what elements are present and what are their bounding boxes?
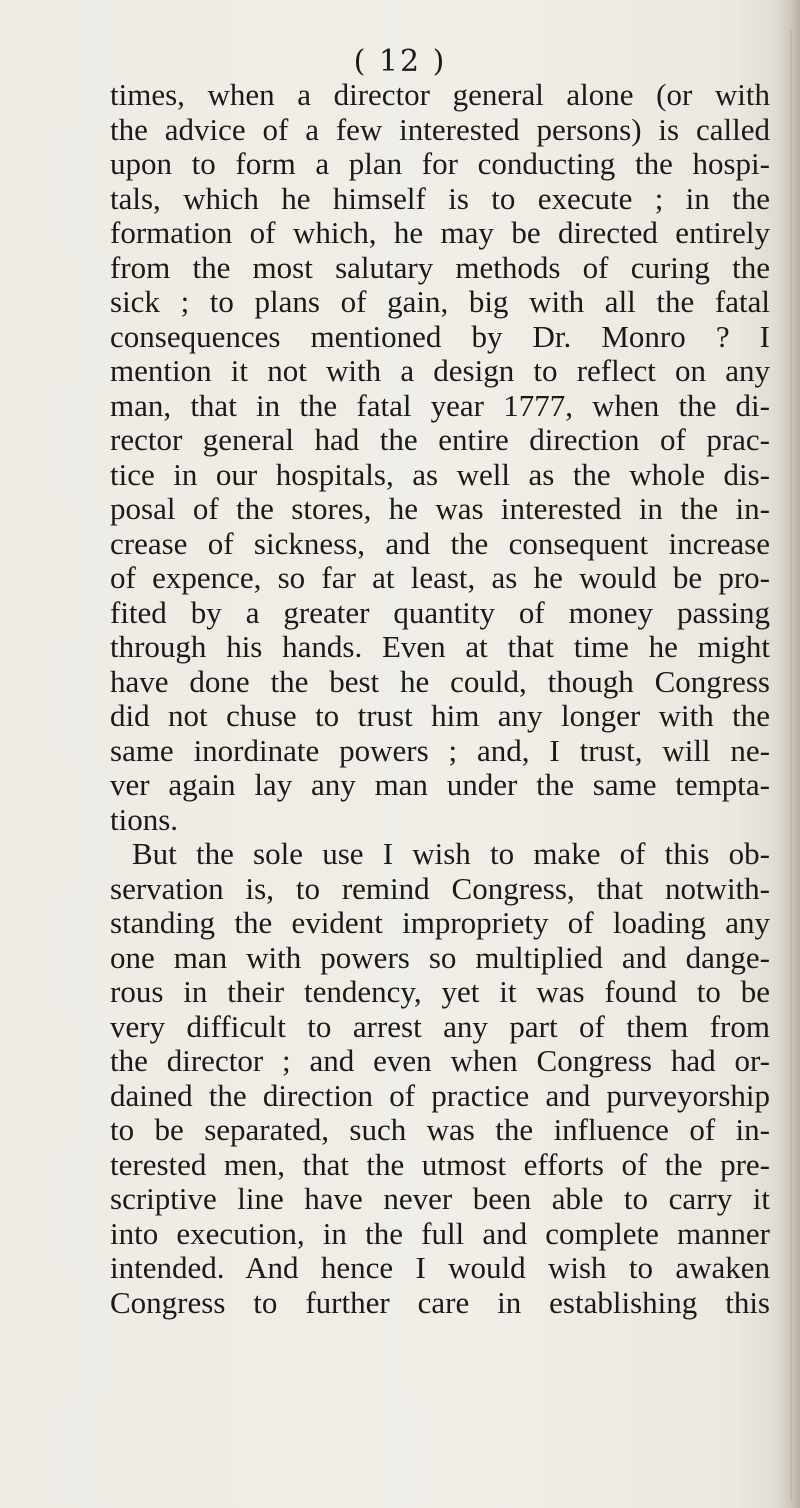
text-line: the director ; and even when Congress had or-: [110, 1043, 770, 1078]
text-line: intended. And hence I would wish to awaken: [110, 1250, 770, 1285]
page-number: ( 12 ): [353, 44, 447, 79]
text-line: upon to form a plan for conducting the hospi-: [110, 146, 770, 181]
text-line: sick ; to plans of gain, big with all the fatal: [110, 284, 770, 319]
text-line: standing the evident impropriety of loading any: [110, 905, 770, 940]
page-edge-shadow: [778, 0, 800, 1508]
text-line: ver again lay any man under the same tempta-: [110, 767, 770, 802]
text-line: of expence, so far at least, as he would be pro-: [110, 560, 770, 595]
text-line: rector general had the entire direction of prac-: [110, 422, 770, 457]
text-line: same inordinate powers ; and, I trust, will ne-: [110, 732, 770, 768]
text-line: have done the best he could, though Congress: [110, 663, 770, 699]
text-line: through his hands. Even at that time he might: [110, 629, 770, 664]
text-line: servation is, to remind Congress, that notwith-: [110, 870, 770, 906]
text-line: mention it not with a design to reflect on any: [110, 353, 770, 388]
text-line: formation of which, he may be directed entirely: [110, 215, 770, 250]
text-line: from the most salutary methods of curing the: [110, 249, 770, 285]
text-line: man, that in the fatal year 1777, when the di-: [110, 387, 770, 423]
text-line: crease of sickness, and the consequent increase: [110, 525, 770, 561]
text-line: into execution, in the full and complete manner: [110, 1215, 770, 1251]
text-line: dained the direction of practice and purveyorship: [110, 1077, 770, 1113]
text-line: tice in our hospitals, as well as the whole dis-: [110, 456, 770, 492]
text-line: fited by a greater quantity of money passing: [110, 594, 770, 630]
text-line: Congress to further care in establishing this: [110, 1284, 770, 1320]
text-line: But the sole use I wish to make of this ob-: [132, 836, 770, 871]
page-edge-line: [790, 30, 792, 1500]
text-line: the advice of a few interested persons) is called: [110, 111, 770, 147]
text-line: scriptive line have never been able to carry it: [110, 1181, 770, 1216]
text-line: posal of the stores, he was interested in the in-: [110, 491, 770, 526]
text-line: one man with powers so multiplied and dange-: [110, 939, 770, 975]
text-line: rous in their tendency, yet it was found to be: [110, 974, 770, 1009]
text-line: very difficult to arrest any part of them from: [110, 1008, 770, 1044]
text-line: tals, which he himself is to execute ; in the: [110, 180, 770, 216]
text-line: to be separated, such was the influence of in-: [110, 1112, 770, 1147]
text-line: times, when a director general alone (or with: [110, 77, 770, 112]
text-line: terested men, that the utmost efforts of the pre-: [110, 1146, 770, 1182]
text-line: tions.: [110, 801, 179, 837]
text-line: consequences mentioned by Dr. Monro ? I: [110, 318, 770, 354]
text-line: did not chuse to trust him any longer with the: [110, 698, 770, 733]
body-text: [110, 78, 770, 1320]
